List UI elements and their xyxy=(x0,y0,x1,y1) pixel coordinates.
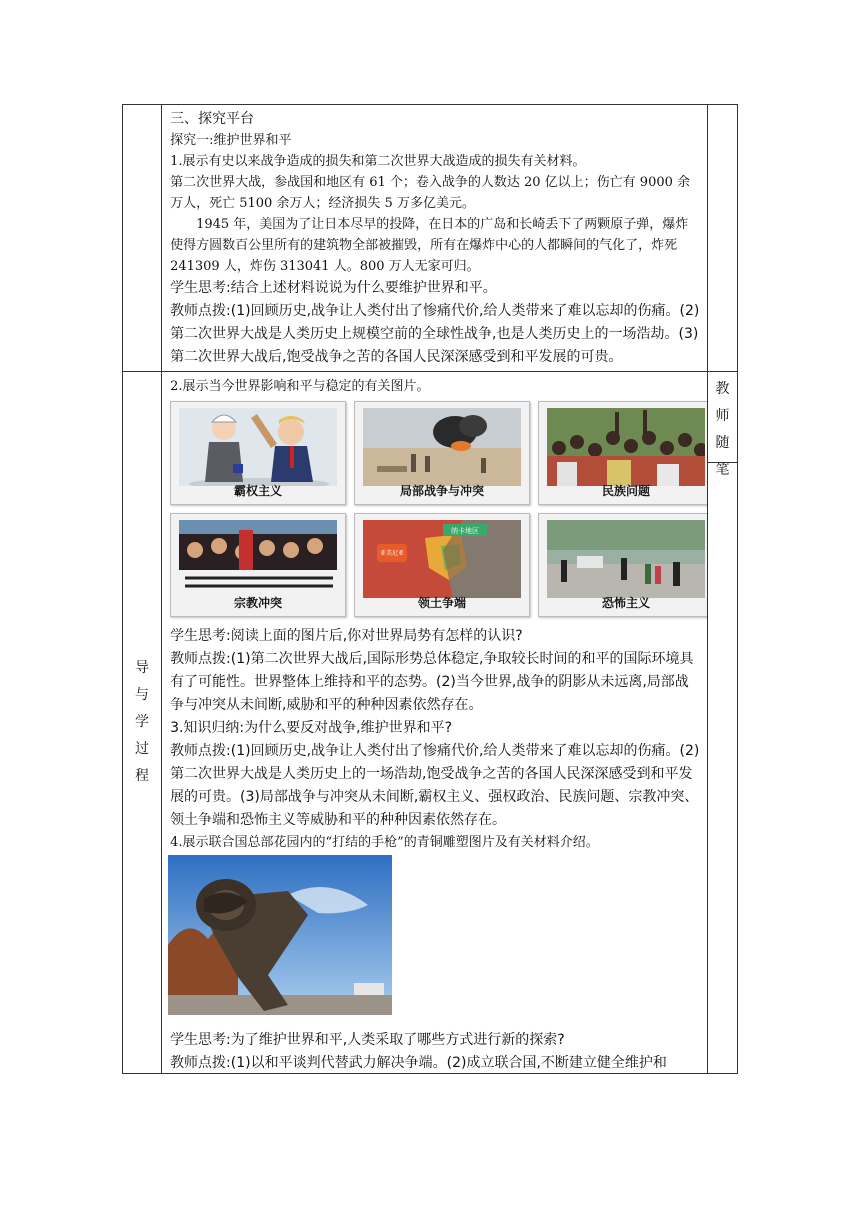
picture-religious xyxy=(170,513,346,617)
left-empty-cell xyxy=(123,105,162,372)
student-think: 学生思考:阅读上面的图片后,你对世界局势有怎样的认识? xyxy=(170,628,523,644)
picture-caption: 局部战争与冲突 xyxy=(400,484,485,498)
knowledge-summary: 3.知识归纳:为什么要反对战争,维护世界和平? xyxy=(170,720,453,736)
picture-caption: 恐怖主义 xyxy=(602,596,651,610)
teacher-guide: 教师点拨:(1)回顾历史,战争让人类付出了惨痛代价,给人类带来了难以忘却的伤痛。(2)第二次世界大战是人类历史上规模空前的全球性战争,也是人类历史上的一场浩劫。(3)第二次世界大战后,饱受战争之苦的各国人民深深感受到和平发展的可贵。 xyxy=(170,303,700,365)
subheading: 探究一:维护世界和平 xyxy=(170,133,292,148)
knotted-gun-photo xyxy=(168,855,392,1015)
teacher-guide: 教师点拨:(1)以和平谈判代替武力解决争端。(2)成立联合国,不断建立健全维护和 xyxy=(170,1055,667,1071)
lesson-plan-table xyxy=(122,104,738,1074)
content-cell-1 xyxy=(162,105,708,372)
picture-caption: 霸权主义 xyxy=(234,484,283,498)
student-think: 学生思考:为了维护世界和平,人类采取了哪些方式进行新的探索? xyxy=(170,1032,565,1048)
table-row xyxy=(123,372,738,1074)
picture-terrorism xyxy=(538,513,707,617)
content-cell-2 xyxy=(162,372,708,1074)
picture-caption: 民族问题 xyxy=(602,484,651,498)
teacher-guide: 教师点拨:(1)第二次世界大战后,国际形势总体稳定,争取较长时间的和平的国际环境具有了可能性。世界整体上维持和平的态势。(2)当今世界,战争的阴影从未远离,局部战争与冲突从未间断,威胁和平的种种因素依然存在。 xyxy=(170,651,694,713)
paragraph: 1945 年，美国为了让日本尽早的投降，在日本的广岛和长崎丢下了两颗原子弹，爆炸使得方圆数百公里所有的建筑物全部被摧毁，所有在爆炸中心的人都瞬间的气化了，炸死 241309 人，炸伤 313041 人。800 万人无家可归。 xyxy=(170,217,689,274)
picture-grid xyxy=(170,401,701,617)
right-empty-cell xyxy=(707,105,737,372)
picture-ethnic xyxy=(538,401,707,505)
picture-hegemony xyxy=(170,401,346,505)
picture-territory xyxy=(354,513,530,617)
paragraph: 1.展示有史以来战争造成的损失和第二次世界大战造成的损失有关材料。 xyxy=(170,154,586,169)
map-label: 亚美尼亚 xyxy=(380,550,405,557)
left-label-cell xyxy=(123,372,162,1074)
teacher-notes-label: 教 师 随 笔 xyxy=(708,372,737,463)
process-label: 导 与 学 过 程 xyxy=(135,660,150,784)
teacher-guide: 教师点拨:(1)回顾历史,战争让人类付出了惨痛代价,给人类带来了难以忘却的伤痛。(2)第二次世界大战是人类历史上的一场浩劫,饱受战争之苦的各国人民深深感受到和平发展的可贵。(3)局部战争与冲突从未间断,霸权主义、强权政治、民族问题、宗教冲突、领土争端和恐怖主义等威胁和平的种种因素依然存在。 xyxy=(170,743,700,828)
table-row xyxy=(123,105,738,372)
picture-caption: 宗教冲突 xyxy=(234,596,283,610)
section-heading: 三、探究平台 xyxy=(170,111,255,127)
picture-caption: 领土争端 xyxy=(418,596,467,610)
picture-local-war xyxy=(354,401,530,505)
student-think: 学生思考:结合上述材料说说为什么要维护世界和平。 xyxy=(170,280,497,296)
paragraph: 第二次世界大战，参战国和地区有 61 个；卷入战争的人数达 20 亿以上；伤亡有 9000 余万人，死亡 5100 余万人；经济损失 5 万多亿美元。 xyxy=(170,175,691,211)
paragraph: 4.展示联合国总部花园内的“打结的手枪”的青铜雕塑图片及有关材料介绍。 xyxy=(170,835,599,850)
paragraph: 2.展示当今世界影响和平与稳定的有关图片。 xyxy=(170,379,430,394)
teacher-notes-cell xyxy=(707,372,737,1074)
map-label: 纳卡地区 xyxy=(451,527,480,535)
